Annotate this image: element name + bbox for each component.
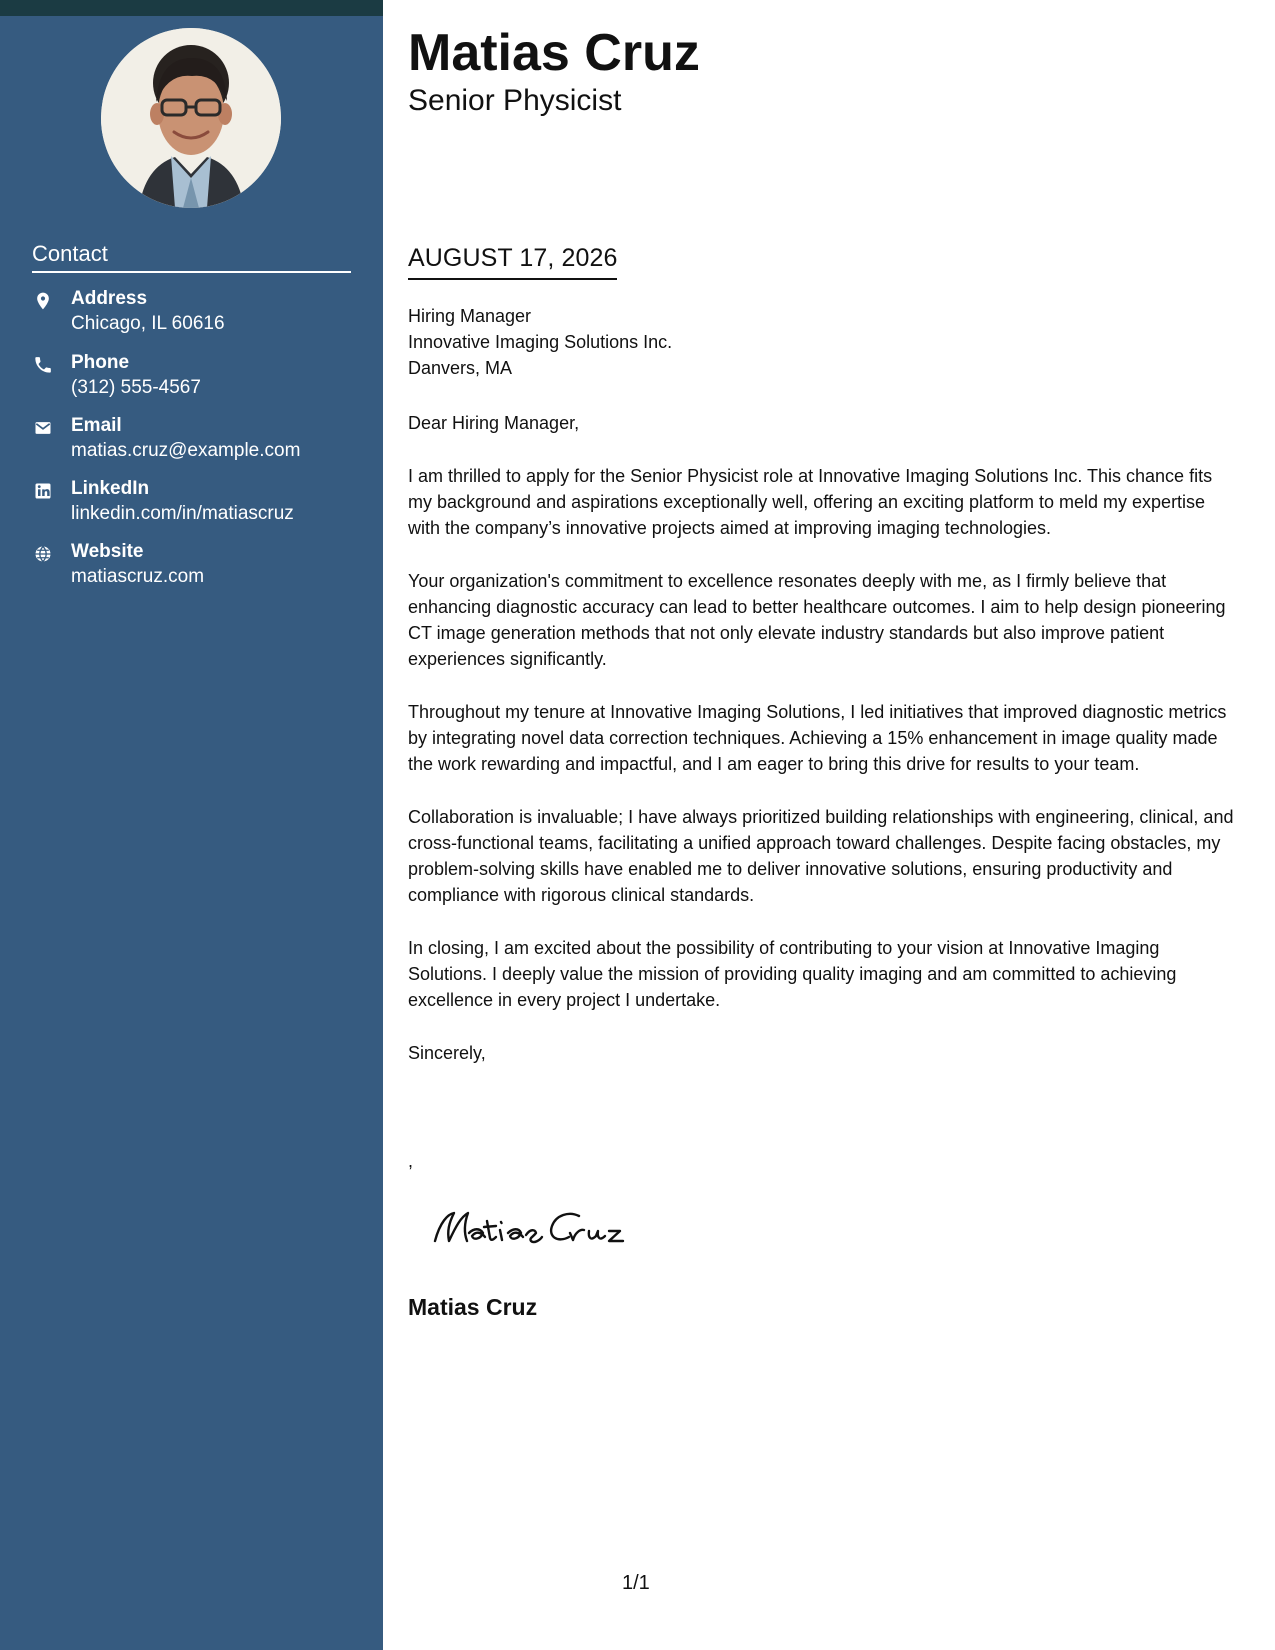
email-label: Email [71, 415, 122, 436]
handwritten-signature [430, 1202, 650, 1260]
letter-paragraph: I am thrilled to apply for the Senior Physicist role at Innovative Imaging Solutions Inc. This chance fits my background and aspirations exceptionally well, offering an exciting platform to meld my expertise with the company’s innovative projects aimed at improving imaging technologies. [408, 466, 1213, 538]
recipient-line: Danvers, MA [408, 358, 513, 378]
sidebar-top-accent [0, 0, 383, 16]
phone-icon [32, 354, 54, 376]
address-label: Address [71, 288, 148, 309]
contact-website [32, 541, 352, 589]
page-number: 1/1 [622, 1572, 650, 1594]
closing: Sincerely, [408, 1043, 486, 1063]
signature-name: Matias Cruz [408, 1294, 538, 1320]
contact-phone [32, 352, 352, 400]
phone-label: Phone [71, 352, 130, 373]
website-label: Website [71, 541, 144, 562]
contact-linkedin [32, 478, 352, 526]
website-value: matiascruz.com [71, 566, 205, 587]
letter-paragraph: Your organization's commitment to excellence resonates deeply with me, as I firmly believe that enhancing diagnostic accuracy can lead to better healthcare outcomes. I aim to help design pioneering CT image generation methods that not only elevate industry standards but also improve patient experiences significantly. [408, 571, 1226, 669]
recipient-line: Innovative Imaging Solutions Inc. [408, 332, 673, 352]
globe-icon [32, 543, 54, 565]
linkedin-label: LinkedIn [71, 478, 150, 499]
salutation: Dear Hiring Manager, [408, 413, 580, 433]
location-pin-icon [32, 290, 54, 312]
recipient-block [408, 303, 1238, 381]
recipient-line: Hiring Manager [408, 306, 532, 326]
avatar [101, 28, 281, 208]
candidate-name: Matias Cruz [408, 24, 700, 82]
contact-sidebar [0, 0, 383, 1650]
letter-paragraph: Throughout my tenure at Innovative Imaging Solutions, I led initiatives that improved diagnostic metrics by integrating novel data correction techniques. Achieving a 15% enhancement in image quality made the work rewarding and impactful, and I am eager to bring this drive for results to your team. [408, 702, 1227, 774]
linkedin-value: linkedin.com/in/matiascruz [71, 503, 294, 524]
email-value: matias.cruz@example.com [71, 440, 301, 461]
mail-icon [32, 417, 54, 439]
contact-email [32, 415, 352, 463]
letter-date: AUGUST 17, 2026 [408, 244, 617, 280]
letter-paragraph: Collaboration is invaluable; I have always prioritized building relationships with engineering, clinical, and cross-functional teams, facilitating a unified approach toward challenges. Despite facing obstacles, my problem-solving skills have enabled me to deliver innovative solutions, ensuring productivity and compliance with rigorous clinical standards. [408, 807, 1234, 905]
signature-comma: , [408, 1151, 414, 1171]
phone-value: (312) 555-4567 [71, 377, 201, 398]
address-value: Chicago, IL 60616 [71, 313, 225, 334]
linkedin-icon [32, 480, 54, 502]
candidate-role: Senior Physicist [408, 84, 622, 117]
contact-address [32, 288, 352, 336]
contact-heading: Contact [32, 242, 351, 273]
letter-body [408, 303, 1238, 1066]
letter-paragraph: In closing, I am excited about the possibility of contributing to your vision at Innovative Imaging Solutions. I deeply value the mission of providing quality imaging and am committed to achieving excellence in every project I undertake. [408, 938, 1177, 1010]
